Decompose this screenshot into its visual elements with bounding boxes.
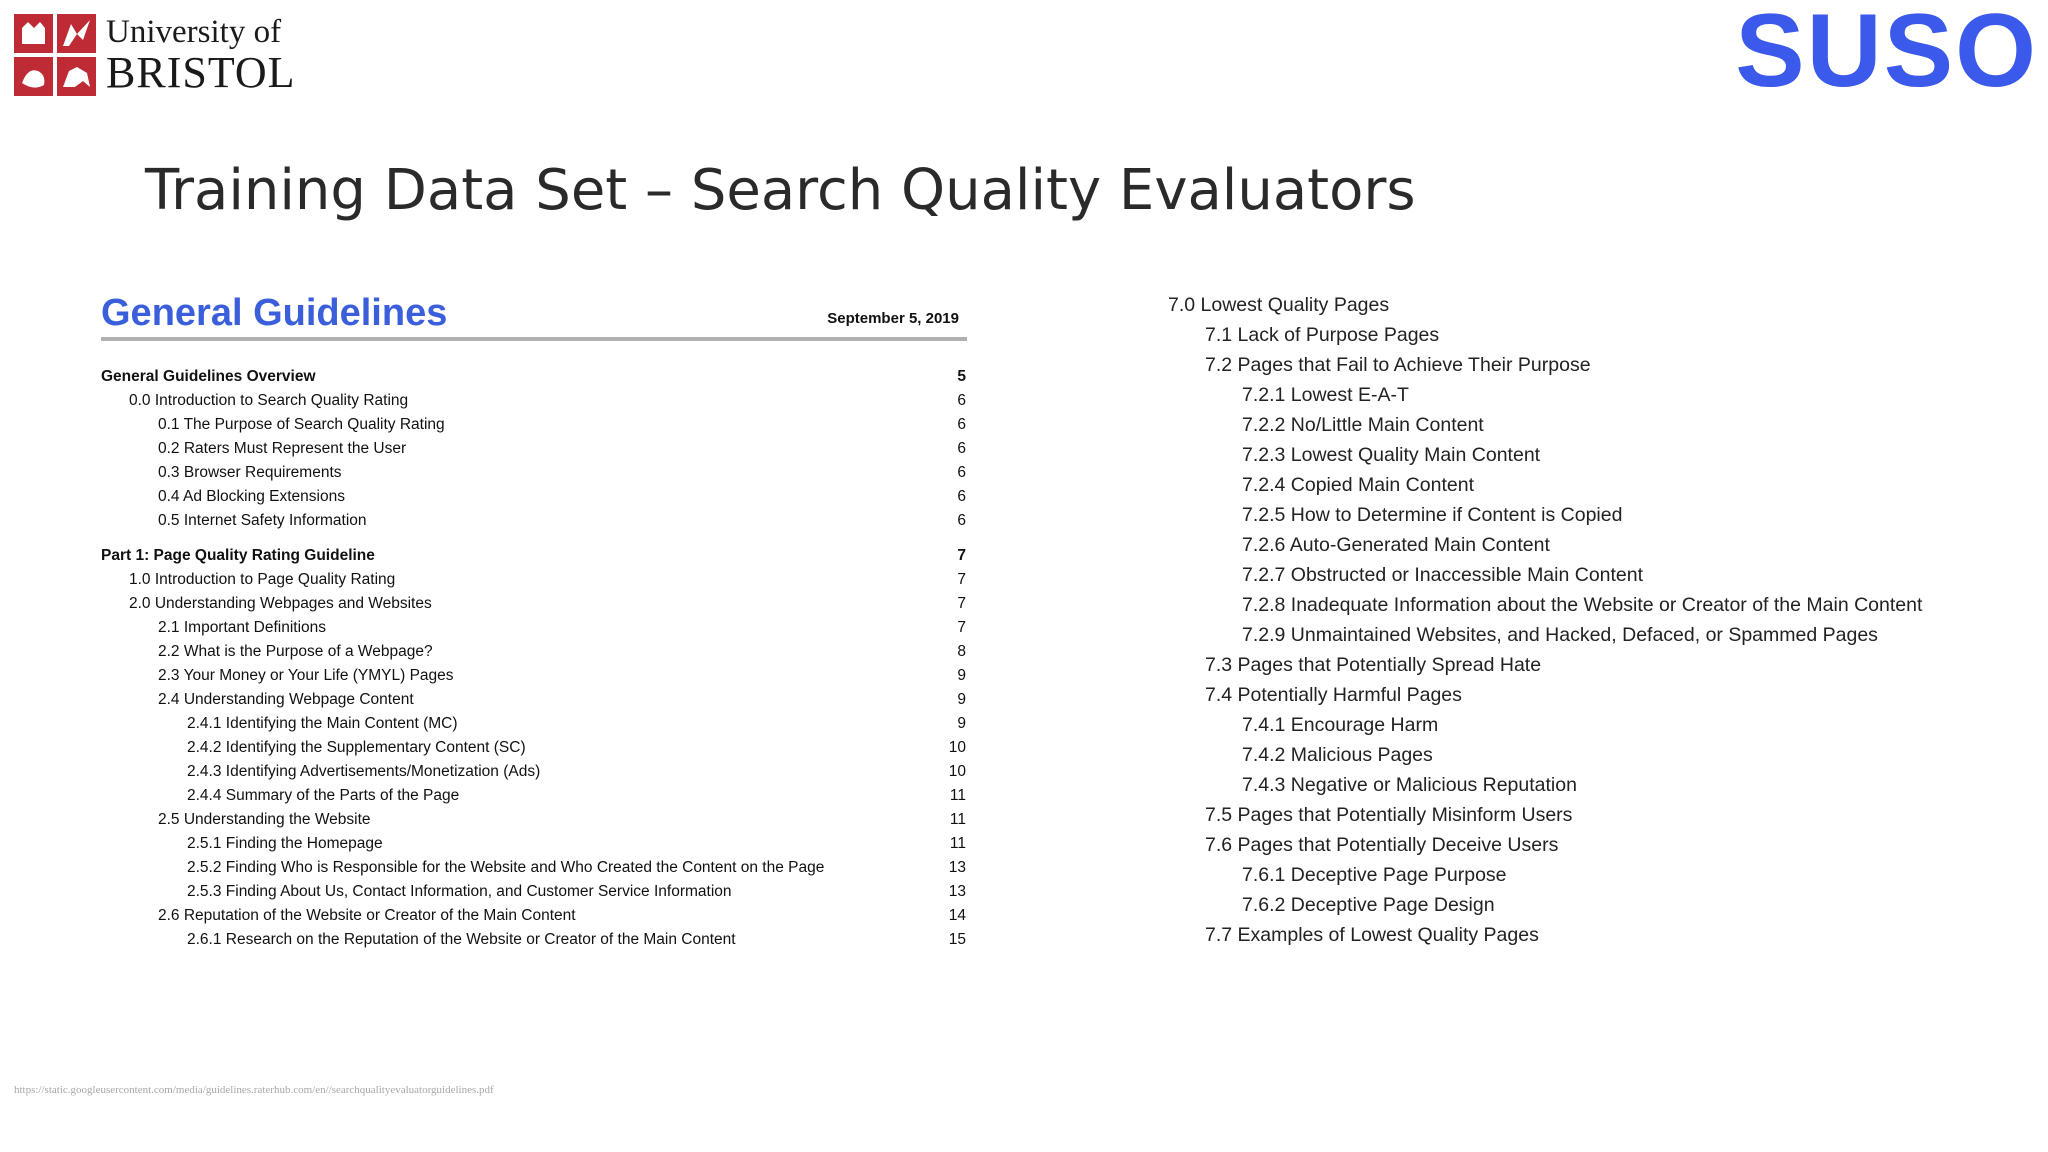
toc-entry bbox=[101, 461, 967, 485]
toc-entry-title: 2.4.3 Identifying Advertisements/Monetization (Ads) bbox=[187, 763, 541, 780]
toc-entry bbox=[101, 712, 967, 736]
toc-entry-page: 7 bbox=[957, 547, 966, 564]
toc-entry-page: 6 bbox=[957, 416, 966, 433]
toc-entry-title: 2.5 Understanding the Website bbox=[158, 811, 371, 828]
toc-entry-page: 14 bbox=[948, 907, 966, 924]
toc-entry bbox=[101, 688, 967, 712]
section-entry: 7.2.2 No/Little Main Content bbox=[1242, 414, 1484, 436]
toc-entry-page: 8 bbox=[957, 643, 966, 660]
toc-entry-page: 9 bbox=[957, 667, 966, 684]
toc-entry-title: 2.0 Understanding Webpages and Websites bbox=[129, 595, 432, 612]
toc-entry bbox=[101, 413, 967, 437]
section-entry: 7.6.1 Deceptive Page Purpose bbox=[1242, 864, 1507, 886]
toc-entry-title: Part 1: Page Quality Rating Guideline bbox=[101, 547, 375, 564]
toc-entry-title: 2.4.2 Identifying the Supplementary Content (SC) bbox=[187, 739, 526, 756]
toc-entry-page: 6 bbox=[957, 440, 966, 457]
toc-entry-title: 2.2 What is the Purpose of a Webpage? bbox=[158, 643, 433, 660]
section-entry: 7.3 Pages that Potentially Spread Hate bbox=[1205, 654, 1542, 676]
guidelines-toc-list bbox=[101, 365, 967, 952]
toc-entry-title: 0.0 Introduction to Search Quality Rating bbox=[129, 392, 409, 409]
toc-entry bbox=[101, 856, 967, 880]
toc-entry-page: 9 bbox=[957, 715, 966, 732]
toc-entry bbox=[101, 760, 967, 784]
section-entry: 7.5 Pages that Potentially Misinform Users bbox=[1205, 804, 1573, 826]
toc-entry-title: 2.4.4 Summary of the Parts of the Page bbox=[187, 787, 460, 804]
source-url: https://static.googleusercontent.com/media/guidelines.raterhub.com/en//searchqualityevaluatorguidelines.pdf bbox=[14, 1084, 494, 1096]
toc-entry-title: 2.1 Important Definitions bbox=[158, 619, 327, 636]
toc-entry-title: 2.3 Your Money or Your Life (YMYL) Pages bbox=[158, 667, 454, 684]
toc-entry bbox=[101, 389, 967, 413]
toc-entry-page: 11 bbox=[949, 787, 966, 804]
toc-entry-title: 0.1 The Purpose of Search Quality Rating bbox=[158, 416, 445, 433]
suso-logo: SUSO bbox=[1735, 0, 2038, 109]
university-of-bristol-logo bbox=[14, 14, 296, 96]
section-entry: 7.4.1 Encourage Harm bbox=[1242, 714, 1439, 736]
section-entry: 7.2.6 Auto-Generated Main Content bbox=[1242, 534, 1550, 556]
toc-entry-page: 7 bbox=[957, 619, 966, 636]
section-entry: 7.2.8 Inadequate Information about the Website or Creator of the Main Content bbox=[1242, 594, 1923, 616]
toc-entry-page: 13 bbox=[948, 859, 966, 876]
toc-entry-title: 2.5.1 Finding the Homepage bbox=[187, 835, 383, 852]
guidelines-toc-panel bbox=[101, 292, 967, 952]
toc-entry-page: 6 bbox=[957, 392, 966, 409]
toc-entry bbox=[101, 784, 967, 808]
toc-entry-title: 2.6.1 Research on the Reputation of the Website or Creator of the Main Content bbox=[187, 931, 736, 948]
toc-entry-title: 0.3 Browser Requirements bbox=[158, 464, 342, 481]
section-entry: 7.6.2 Deceptive Page Design bbox=[1242, 894, 1495, 916]
toc-entry-page: 5 bbox=[957, 368, 966, 385]
document-date: September 5, 2019 bbox=[827, 310, 959, 327]
document-header bbox=[101, 292, 967, 341]
toc-entry bbox=[101, 592, 967, 616]
section-entry: 7.2.5 How to Determine if Content is Copied bbox=[1242, 504, 1623, 526]
toc-entry bbox=[101, 616, 967, 640]
toc-entry-page: 11 bbox=[949, 811, 966, 828]
section-entry: 7.4.3 Negative or Malicious Reputation bbox=[1242, 774, 1577, 796]
toc-entry-title: 2.5.3 Finding About Us, Contact Information, and Customer Service Information bbox=[187, 883, 732, 900]
toc-entry bbox=[101, 365, 967, 389]
lowest-quality-toc-list bbox=[1168, 290, 1922, 950]
toc-entry-title: 1.0 Introduction to Page Quality Rating bbox=[129, 571, 396, 588]
toc-entry bbox=[101, 640, 967, 664]
section-entry: 7.4.2 Malicious Pages bbox=[1242, 744, 1433, 766]
toc-entry bbox=[101, 544, 967, 568]
toc-entry bbox=[101, 485, 967, 509]
university-name-line1: University of bbox=[106, 13, 282, 50]
toc-entry-page: 6 bbox=[957, 512, 966, 529]
section-entry: 7.2.9 Unmaintained Websites, and Hacked, Defaced, or Spammed Pages bbox=[1242, 624, 1878, 646]
toc-entry bbox=[101, 808, 967, 832]
toc-entry bbox=[101, 832, 967, 856]
toc-entry bbox=[101, 928, 967, 952]
section-entry: 7.7 Examples of Lowest Quality Pages bbox=[1205, 924, 1539, 946]
toc-entry bbox=[101, 880, 967, 904]
document-heading: General Guidelines bbox=[101, 292, 448, 334]
toc-entry bbox=[101, 568, 967, 592]
lowest-quality-toc-panel bbox=[1168, 290, 1922, 950]
university-name-line2: BRISTOL bbox=[106, 47, 296, 97]
toc-entry-page: 6 bbox=[957, 464, 966, 481]
university-crest-icon bbox=[14, 14, 96, 96]
toc-entry-title: 2.5.2 Finding Who is Responsible for the Website and Who Created the Content on the Page bbox=[187, 859, 825, 876]
toc-entry-title: 2.4 Understanding Webpage Content bbox=[158, 691, 414, 708]
toc-entry bbox=[101, 664, 967, 688]
toc-entry-page: 6 bbox=[957, 488, 966, 505]
section-entry: 7.1 Lack of Purpose Pages bbox=[1205, 324, 1440, 346]
toc-entry-page: 7 bbox=[957, 571, 966, 588]
toc-entry-page: 11 bbox=[949, 835, 966, 852]
toc-entry-title: 0.2 Raters Must Represent the User bbox=[158, 440, 407, 457]
section-entry: 7.0 Lowest Quality Pages bbox=[1168, 294, 1390, 316]
section-entry: 7.2.7 Obstructed or Inaccessible Main Content bbox=[1242, 564, 1644, 586]
toc-entry-page: 10 bbox=[948, 763, 966, 780]
toc-entry-page: 15 bbox=[948, 931, 966, 948]
toc-entry bbox=[101, 509, 967, 533]
toc-entry-page: 13 bbox=[948, 883, 966, 900]
toc-entry-page: 9 bbox=[957, 691, 966, 708]
toc-entry-title: 0.4 Ad Blocking Extensions bbox=[158, 488, 345, 505]
section-entry: 7.6 Pages that Potentially Deceive Users bbox=[1205, 834, 1559, 856]
toc-entry-title: 0.5 Internet Safety Information bbox=[158, 512, 367, 529]
toc-entry-page: 7 bbox=[957, 595, 966, 612]
slide-title: Training Data Set – Search Quality Evaluators bbox=[145, 158, 1416, 223]
toc-entry-page: 10 bbox=[948, 739, 966, 756]
toc-entry-title: 2.4.1 Identifying the Main Content (MC) bbox=[187, 715, 458, 732]
section-entry: 7.2 Pages that Fail to Achieve Their Purpose bbox=[1205, 354, 1591, 376]
toc-entry bbox=[101, 736, 967, 760]
section-entry: 7.4 Potentially Harmful Pages bbox=[1205, 684, 1462, 706]
section-entry: 7.2.1 Lowest E-A-T bbox=[1242, 384, 1409, 406]
toc-entry-title: General Guidelines Overview bbox=[101, 368, 316, 385]
toc-entry-title: 2.6 Reputation of the Website or Creator of the Main Content bbox=[158, 907, 576, 924]
section-entry: 7.2.3 Lowest Quality Main Content bbox=[1242, 444, 1541, 466]
toc-entry bbox=[101, 437, 967, 461]
section-entry: 7.2.4 Copied Main Content bbox=[1242, 474, 1474, 496]
toc-entry bbox=[101, 904, 967, 928]
